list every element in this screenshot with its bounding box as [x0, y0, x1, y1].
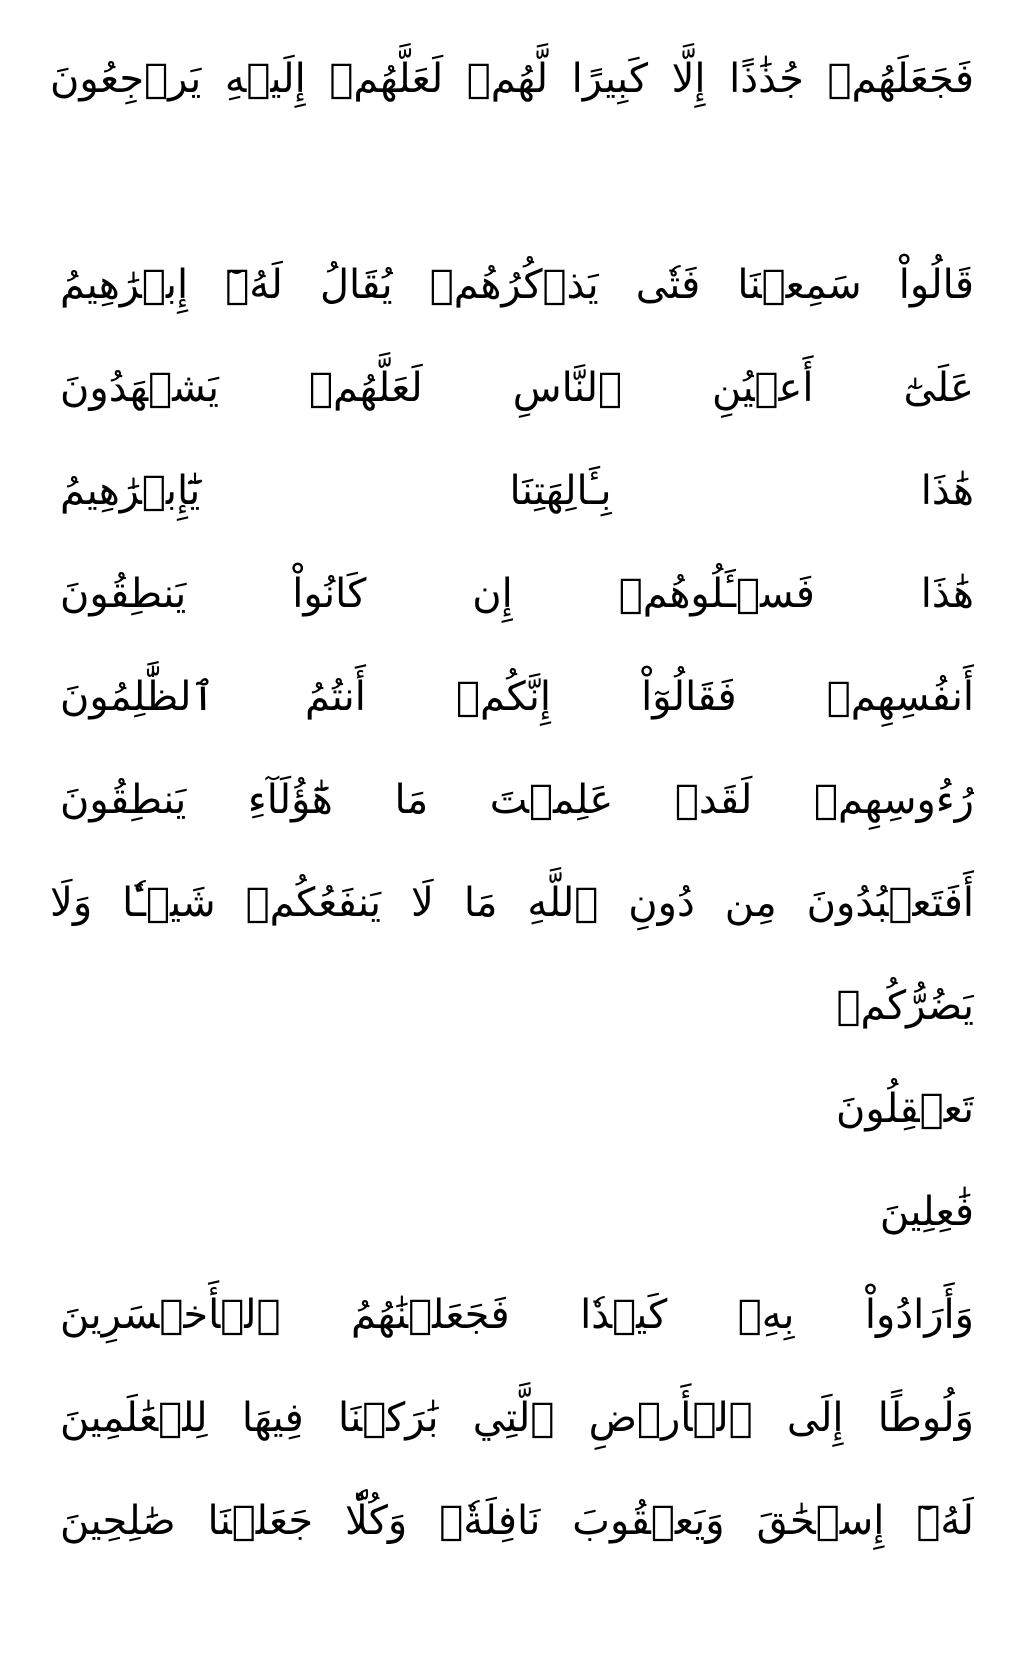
verse-text: يَضُرُّكُمۡ — [836, 983, 974, 1029]
quran-line — [50, 646, 974, 749]
verse-text: فَجَعَلَهُمۡ جُذَٰذًا إِلَّا كَبِيرًا لَّهُمۡ لَعَلَّهُمۡ إِلَيۡهِ يَرۡجِعُونَ — [50, 56, 974, 102]
quran-line — [50, 337, 974, 440]
quran-line — [50, 1264, 974, 1367]
verse-text: أَنفُسِهِمۡ فَقَالُوٓاْ إِنَّكُمۡ أَنتُمُ ٱلظَّٰلِمُونَ — [60, 674, 974, 720]
quran-line — [50, 543, 974, 646]
quran-line — [50, 1161, 974, 1264]
quran-line — [50, 1058, 974, 1161]
verse-text: فَٰعِلِينَ — [879, 1189, 974, 1235]
quran-line — [50, 955, 974, 1058]
verse-text: أَفَتَعۡبُدُونَ مِن دُونِ ٱللَّهِ مَا لَا يَنفَعُكُمۡ شَيۡـٔٗا وَلَا — [50, 880, 974, 926]
verse-text: تَعۡقِلُونَ — [836, 1086, 974, 1132]
verse-text: وَأَرَادُواْ بِهِۦ كَيۡدٗا فَجَعَلۡنَٰهُمُ ٱلۡأَخۡسَرِينَ — [60, 1292, 974, 1338]
quran-line — [50, 131, 974, 234]
verse-text: رُءُوسِهِمۡ لَقَدۡ عَلِمۡتَ مَا هَٰٓؤُلَآءِ يَنطِقُونَ — [60, 777, 974, 823]
quran-line — [50, 1470, 974, 1573]
verse-text: لَهُۥٓ إِسۡحَٰقَ وَيَعۡقُوبَ نَافِلَةٗۖ وَكُلّٗا جَعَلۡنَا صَٰلِحِينَ — [60, 1498, 974, 1544]
verse-text: قَالُواْ سَمِعۡنَا فَتٗى يَذۡكُرُهُمۡ يُقَالُ لَهُۥٓ إِبۡرَٰهِيمُ — [60, 262, 974, 308]
quran-line — [50, 852, 974, 955]
verse-text: عَلَىٰٓ أَعۡيُنِ ٱلنَّاسِ لَعَلَّهُمۡ يَشۡهَدُونَ — [60, 365, 974, 411]
verse-text: وَلُوطًا إِلَى ٱلۡأَرۡضِ ٱلَّتِي بَٰرَكۡنَا فِيهَا لِلۡعَٰلَمِينَ — [60, 1395, 974, 1441]
quran-line — [50, 440, 974, 543]
quran-line — [50, 749, 974, 852]
quran-line — [50, 234, 974, 337]
quran-line — [50, 28, 974, 131]
verse-text: هَٰذَا فَسۡـَٔلُوهُمۡ إِن كَانُواْ يَنطِقُونَ — [60, 571, 974, 617]
verse-text: هَٰذَا بِـَٔالِهَتِنَا يَٰٓإِبۡرَٰهِيمُ — [60, 468, 974, 514]
quran-line — [50, 1367, 974, 1470]
